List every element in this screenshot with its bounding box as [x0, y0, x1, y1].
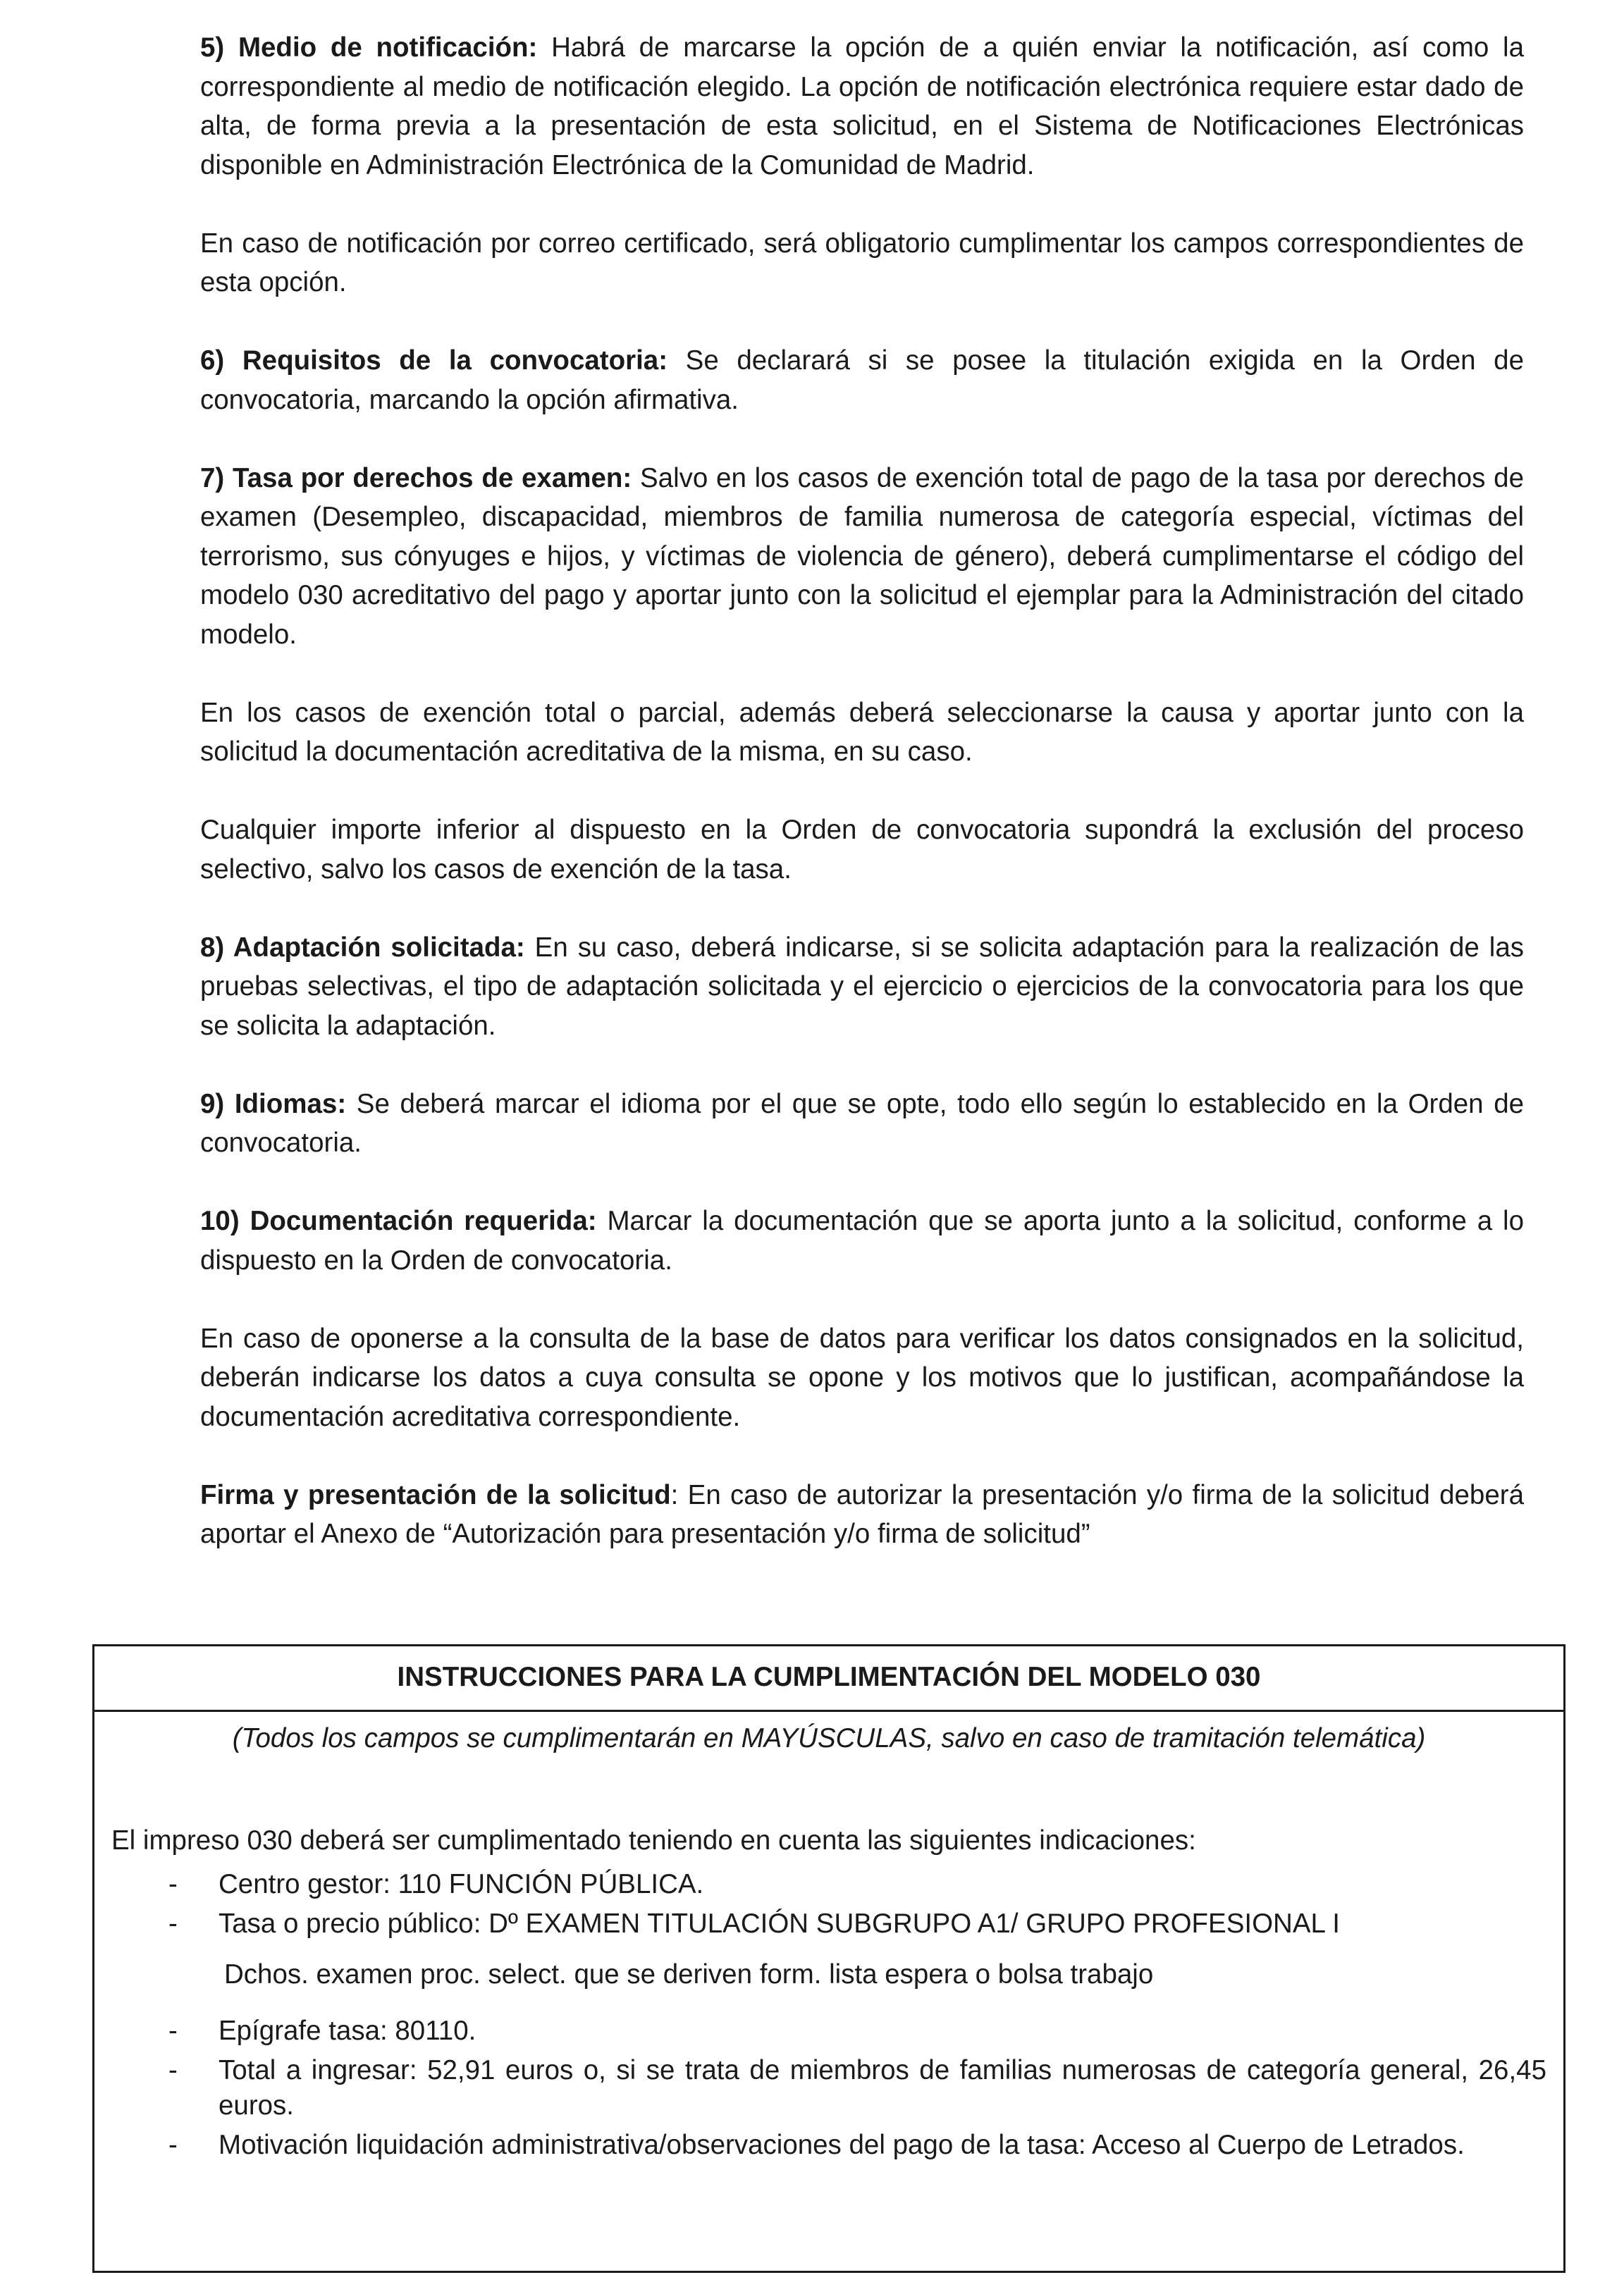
paragraph-requisitos	[200, 341, 1524, 419]
list-item-text: Total a ingresar: 52,91 euros o, si se trata de miembros de familias numerosas de categoría general, 26,45 euros.	[219, 2055, 1546, 2121]
list-item	[94, 1867, 1563, 1902]
dash-bullet: -	[168, 2130, 178, 2160]
list-item-text: Tasa o precio público: Dº EXAMEN TITULACIÓN SUBGRUPO A1/ GRUPO PROFESIONAL I	[219, 1909, 1340, 1939]
box-intro: El impreso 030 deberá ser cumplimentado teniendo en cuenta las siguientes indicaciones:	[111, 1825, 1196, 1856]
paragraph-firma	[200, 1476, 1524, 1554]
instructions-list	[94, 1867, 1563, 2163]
paragraph-heading: 9) Idiomas:	[200, 1088, 347, 1119]
paragraph-correo-certificado	[200, 224, 1524, 302]
paragraph-medio-notificacion	[200, 28, 1524, 185]
box-subtitle: (Todos los campos se cumplimentarán en MAYÚSCULAS, salvo en caso de tramitación telemática)	[232, 1723, 1426, 1753]
paragraph-text: Se declarará si se posee la titulación exigida en la Orden de convocatoria, marcando la opción afirmativa.	[200, 345, 1525, 415]
paragraph-text: Salvo en los casos de exención total de pago de la tasa por derechos de examen (Desempleo, discapacidad, miembros de familia numerosa de categoría especial, víctimas del terrorismo, sus cónyuges e hijos, y víctimas de violencia de género), deberá cumplimentarse el código del modelo 030 acreditativo del pago y aportar junto con la solicitud el ejemplar para la Administración del citado modelo.	[200, 462, 1524, 650]
list-item-text: Motivación liquidación administrativa/observaciones del pago de la tasa: Acceso al Cuerpo de Letrados.	[219, 2130, 1465, 2160]
paragraph-heading: 10) Documentación requerida:	[200, 1206, 597, 1236]
paragraph-documentacion	[200, 1202, 1524, 1280]
paragraph-text: En los casos de exención total o parcial, además deberá seleccionarse la causa y aportar junto con la solicitud la documentación acreditativa de la misma, en su caso.	[200, 697, 1524, 767]
paragraph-text: Cualquier importe inferior al dispuesto en la Orden de convocatoria supondrá la exclusión del proceso selectivo, salvo los casos de exención de la tasa.	[200, 815, 1524, 884]
paragraph-text: : En caso de autorizar la presentación y/o firma de la solicitud deberá aportar el Anexo de “Autorización para presentación y/o firma de solicitud”	[200, 1479, 1524, 1549]
instructions-body	[200, 28, 1524, 1593]
paragraph-exencion	[200, 693, 1524, 772]
list-item-text: Centro gestor: 110 FUNCIÓN PÚBLICA.	[219, 1869, 704, 1899]
dash-bullet: -	[168, 1869, 178, 1899]
paragraph-importe-inferior	[200, 810, 1524, 889]
list-item	[94, 2128, 1563, 2163]
list-item-text: Epígrafe tasa: 80110.	[219, 2016, 476, 2046]
paragraph-heading: 8) Adaptación solicitada:	[200, 932, 525, 963]
paragraph-text: Se deberá marcar el idioma por el que se opte, todo ello según lo establecido en la Orden de convocatoria.	[200, 1088, 1525, 1158]
paragraph-text: En su caso, deberá indicarse, si se solicita adaptación para la realización de las pruebas selectivas, el tipo de adaptación solicitada y el ejercicio o ejercicios de la convocatoria para los que se solicita la adaptación.	[200, 932, 1524, 1041]
paragraph-text: En caso de notificación por correo certificado, será obligatorio cumplimentar los campos correspondientes de esta opción.	[200, 228, 1524, 297]
list-continuation: Dchos. examen proc. select. que se deriven form. lista espera o bolsa trabajo	[224, 1959, 1154, 1990]
modelo-030-instructions-box	[92, 1644, 1565, 2273]
paragraph-heading: 5) Medio de notificación:	[200, 32, 538, 63]
paragraph-text: Habrá de marcarse la opción de a quién enviar la notificación, así como la correspondiente al medio de notificación elegido. La opción de notificación electrónica requiere estar dado de alta, de forma previa a la presentación de esta solicitud, en el Sistema de Notificaciones Electrónicas disponible en Administración Electrónica de la Comunidad de Madrid.	[200, 32, 1524, 180]
paragraph-text: En caso de oponerse a la consulta de la base de datos para verificar los datos consignados en la solicitud, deberán indicarse los datos a cuya consulta se opone y los motivos que lo justifican, acompañándose la documentación acreditativa correspondiente.	[200, 1323, 1524, 1432]
dash-bullet: -	[168, 2016, 178, 2046]
paragraph-heading: Firma y presentación de la solicitud	[200, 1479, 671, 1510]
paragraph-adaptacion	[200, 928, 1524, 1046]
paragraph-heading: 7) Tasa por derechos de examen:	[200, 462, 632, 493]
list-item	[94, 2053, 1563, 2123]
paragraph-tasa	[200, 459, 1524, 655]
dash-bullet: -	[168, 1909, 178, 1939]
paragraph-text: Marcar la documentación que se aporta junto a la solicitud, conforme a lo dispuesto en la Orden de convocatoria.	[200, 1206, 1525, 1276]
paragraph-idiomas	[200, 1085, 1524, 1163]
list-item	[94, 1906, 1563, 1942]
dash-bullet: -	[168, 2055, 178, 2085]
paragraph-heading: 6) Requisitos de la convocatoria:	[200, 345, 668, 376]
box-title: INSTRUCCIONES PARA LA CUMPLIMENTACIÓN DEL MODELO 030	[94, 1646, 1563, 1712]
paragraph-oposicion-consulta	[200, 1319, 1524, 1437]
list-item	[94, 2014, 1563, 2049]
